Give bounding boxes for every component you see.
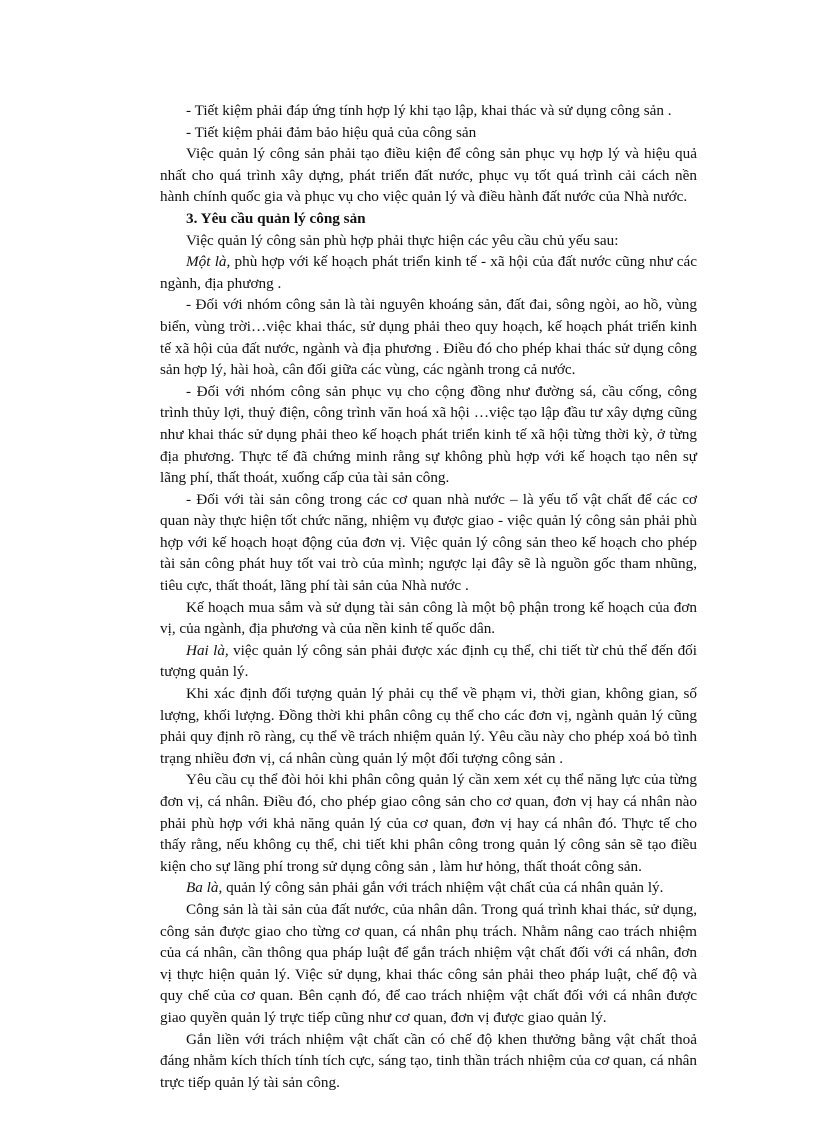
paragraph-management-conditions <box>160 143 697 208</box>
paragraph-text: Công sản là tài sản của đất nước, của nhân dân. Trong quá trình khai thác, sử dụng, công sản được giao cho từng cơ quan, cá nhân phụ trách. Nhằm nâng cao trách nhiệm của cá nhân, cần thông qua pháp luật để gắn trách nhiệm vật chất đối với cá nhân, đơn vị thực hiện quản lý. Việc sử dụng, khai thác công sản phải theo pháp luật, chế độ và quy chế của cơ quan. Bên cạnh đó, để cao trách nhiệm vật chất đối với cá nhân được giao quyền quản lý trực tiếp cũng như cơ quan, đơn vị được giao quản lý. <box>160 900 697 1026</box>
paragraph-rewards <box>160 1029 697 1094</box>
paragraph-requirement-two <box>160 640 697 683</box>
paragraph-text: quản lý công sản phải gắn với trách nhiệm vật chất của cá nhân quản lý. <box>222 879 664 897</box>
heading-text: 3. Yêu cầu quản lý công sản <box>186 209 366 227</box>
paragraph-requirements-intro <box>160 230 697 252</box>
paragraph-lead: Một là, <box>186 253 231 271</box>
document-body <box>160 100 697 1093</box>
paragraph-lead: Ba là, <box>186 879 223 897</box>
paragraph-requirement-three <box>160 877 697 899</box>
paragraph-text: việc quản lý công sản phải được xác định cụ thể, chi tiết từ chủ thể đến đối tượng quản lý. <box>160 641 697 681</box>
paragraph-material-responsibility <box>160 899 697 1029</box>
paragraph-community-assets <box>160 381 697 489</box>
paragraph-lead: Hai là, <box>186 641 229 659</box>
paragraph-savings-efficiency <box>160 122 697 144</box>
paragraph-text: Kế hoạch mua sắm và sử dụng tài sản công là một bộ phận trong kế hoạch của đơn vị, của ngành, địa phương và của nền kinh tế quốc dân. <box>160 598 697 638</box>
paragraph-natural-resources <box>160 294 697 380</box>
paragraph-text: Khi xác định đối tượng quản lý phải cụ thể về phạm vi, thời gian, không gian, số lượng, khối lượng. Đồng thời khi phân công cụ thể cho các đơn vị, ngành quản lý cũng phải quy định rõ ràng, cụ thể về trách nhiệm quản lý. Yêu cầu này cho phép xoá bỏ tình trạng nhiều đơn vị, cá nhân cùng quản lý một đối tượng công sản . <box>160 685 697 767</box>
paragraph-text: - Đối với nhóm công sản là tài nguyên khoáng sản, đất đai, sông ngòi, ao hồ, vùng biển, vùng trời…việc khai thác, sử dụng phải theo quy hoạch, kế hoạch phát triển kinh tế xã hội của đất nước, ngành và địa phương . Điều đó cho phép khai thác sử dụng công sản hợp lý, hài hoà, cân đối giữa các vùng, các ngành trong cả nước. <box>160 296 697 379</box>
paragraph-text: phù hợp với kế hoạch phát triển kinh tế - xã hội của đất nước cũng như các ngành, địa phương . <box>160 253 698 292</box>
paragraph-text: Gắn liền với trách nhiệm vật chất cần có chế độ khen thưởng bằng vật chất thoả đáng nhằm kích thích tính tích cực, sáng tạo, tinh thần trách nhiệm của cơ quan, cá nhân trực tiếp quản lý tài sản công. <box>160 1030 697 1091</box>
paragraph-capability-assessment <box>160 769 697 877</box>
section-heading <box>160 208 697 230</box>
paragraph-state-agency-assets <box>160 489 697 597</box>
paragraph-procurement-plan <box>160 597 697 640</box>
paragraph-text: - Đối với nhóm công sản phục vụ cho cộng đồng như đường sá, cầu cống, công trình thủy lợi, thuỷ điện, công trình văn hoá xã hội …việc tạo lập đầu tư xây dựng cũng như khai thác sử dụng phải theo kế hoạch phát triển kinh tế xã hội từng thời kỳ, ở từng địa phương. Thực tế đã chứng minh rằng sự không phù hợp với kế hoạch tạo nên sự lãng phí, thất thoát, xuống cấp của tài sản công. <box>160 382 697 487</box>
paragraph-text: Việc quản lý công sản phải tạo điều kiện để công sản phục vụ hợp lý và hiệu quả nhất cho quá trình xây dựng, phát triển đất nước, phục vụ tốt quá trình cải cách nền hành chính quốc gia và phục vụ cho việc quản lý và điều hành đất nước của Nhà nước. <box>160 145 697 206</box>
paragraph-text: - Đối với tài sản công trong các cơ quan nhà nước – là yếu tố vật chất để các cơ quan này thực hiện tốt chức năng, nhiệm vụ được giao - việc quản lý công sản phải phù hợp với kế hoạch hoạt động của đơn vị. Việc quản lý công sản theo kế hoạch cho phép tài sản công phát huy tốt vai trò của mình; ngược lại đây sẽ là nguồn gốc tham nhũng, tiêu cực, thất thoát, lãng phí tài sản của Nhà nước . <box>160 490 697 595</box>
paragraph-savings-reasonable <box>160 100 697 122</box>
paragraph-text: - Tiết kiệm phải đảm bảo hiệu quả của công sản <box>186 123 477 141</box>
paragraph-requirement-one <box>160 251 697 294</box>
paragraph-object-definition <box>160 683 697 769</box>
paragraph-text: Việc quản lý công sản phù hợp phải thực hiện các yêu cầu chủ yếu sau: <box>186 231 619 249</box>
paragraph-text: Yêu cầu cụ thể đòi hỏi khi phân công quản lý cần xem xét cụ thể năng lực của từng đơn vị, cá nhân. Điều đó, cho phép giao công sản cho cơ quan, đơn vị hay cá nhân nào phải phù hợp với khả năng quản lý của cơ quan, đơn vị hay cá nhân đó. Thực tế cho thấy rằng, nếu không cụ thể, chi tiết khi phân công trong quản lý công sản sẽ tạo điều kiện cho sự lãng phí trong sử dụng công sản , làm hư hỏng, thất thoát công sản. <box>160 771 697 875</box>
paragraph-text: - Tiết kiệm phải đáp ứng tính hợp lý khi tạo lập, khai thác và sử dụng công sản . <box>186 102 672 119</box>
